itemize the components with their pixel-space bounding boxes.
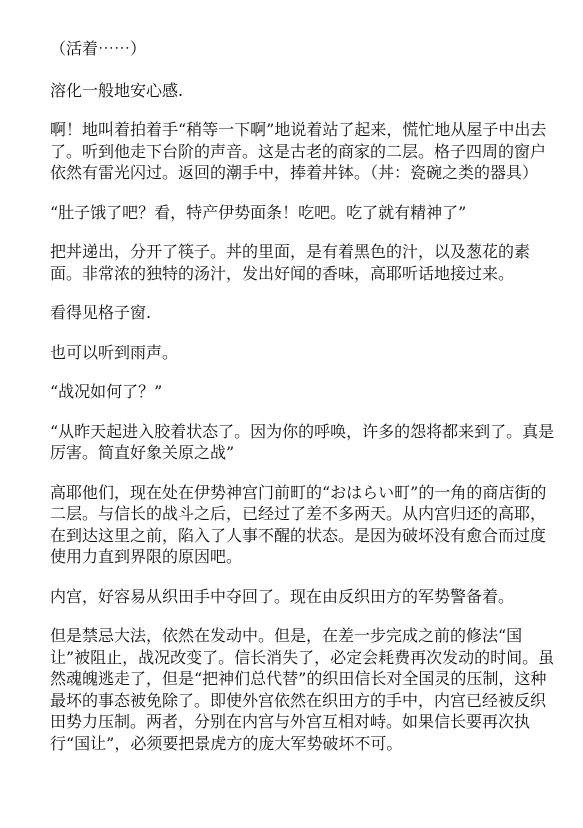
chapter-header: （活着⋯⋯） <box>50 39 147 58</box>
paragraph-6: 也可以听到雨声。 <box>50 342 179 362</box>
paragraph-11: 但是禁忌大法，依然在发动中。但是，在差一步完成之前的修法“国让”被阻止，战况改变了。信长消失了，必定会耗费再次发动的时间。虽然魂魄逃走了，但是“把神们总代替”的织田信长对全国灵的压制，这种最坏的事态被免除了。即使外宫依然在织田方的手中，内宫已经被反织田势力压制。两者，分别在内宫与外宫互相对峙。如果信长要再次执行“国让”，必须要把景虎方的庞大军势破坏不可。 <box>50 626 555 753</box>
paragraph-9: 高耶他们，现在处在伊势神宫门前町的“おはらい町”的一角的商店街的二层。与信长的战斗之后，已经过了差不多两天。从内宫归还的高耶，在到达这里之前，陷入了人事不醒的状态。是因为破坏没有愈合而过度使用力直到界限的原因吧。 <box>50 482 547 566</box>
paragraph-2: 啊！地叫着拍着手“稍等一下啊”地说着站了起来，慌忙地从屋子中出去了。听到他走下台阶的声音。这是古老的商家的二层。格子四周的窗户依然有雷光闪过。返回的潮手中，捧着丼钵。（丼：瓷碗之类的器具） <box>50 120 547 182</box>
paragraph-3: “肚子饿了吧？看，特产伊势面条！吃吧。吃了就有精神了” <box>50 202 467 222</box>
paragraph-10: 内宫，好容易从织田手中夺回了。现在由反织田方的军势警备着。 <box>50 586 515 606</box>
paragraph-4: 把丼递出，分开了筷子。丼的里面，是有着黑色的汁，以及葱花的素面。非常浓的独特的汤汁，发出好闻的香味，高耶听话地接过来。 <box>50 242 531 283</box>
paragraph-1: 溶化一般地安心感. <box>50 80 184 100</box>
paragraph-7: “战况如何了？” <box>50 382 163 401</box>
document-page <box>50 38 555 772</box>
paragraph-8: “从昨天起进入胶着状态了。因为你的呼唤，许多的怨将都来到了。真是厉害。简直好象关原之战” <box>50 421 555 462</box>
paragraph-5: 看得见格子窗. <box>50 303 152 322</box>
